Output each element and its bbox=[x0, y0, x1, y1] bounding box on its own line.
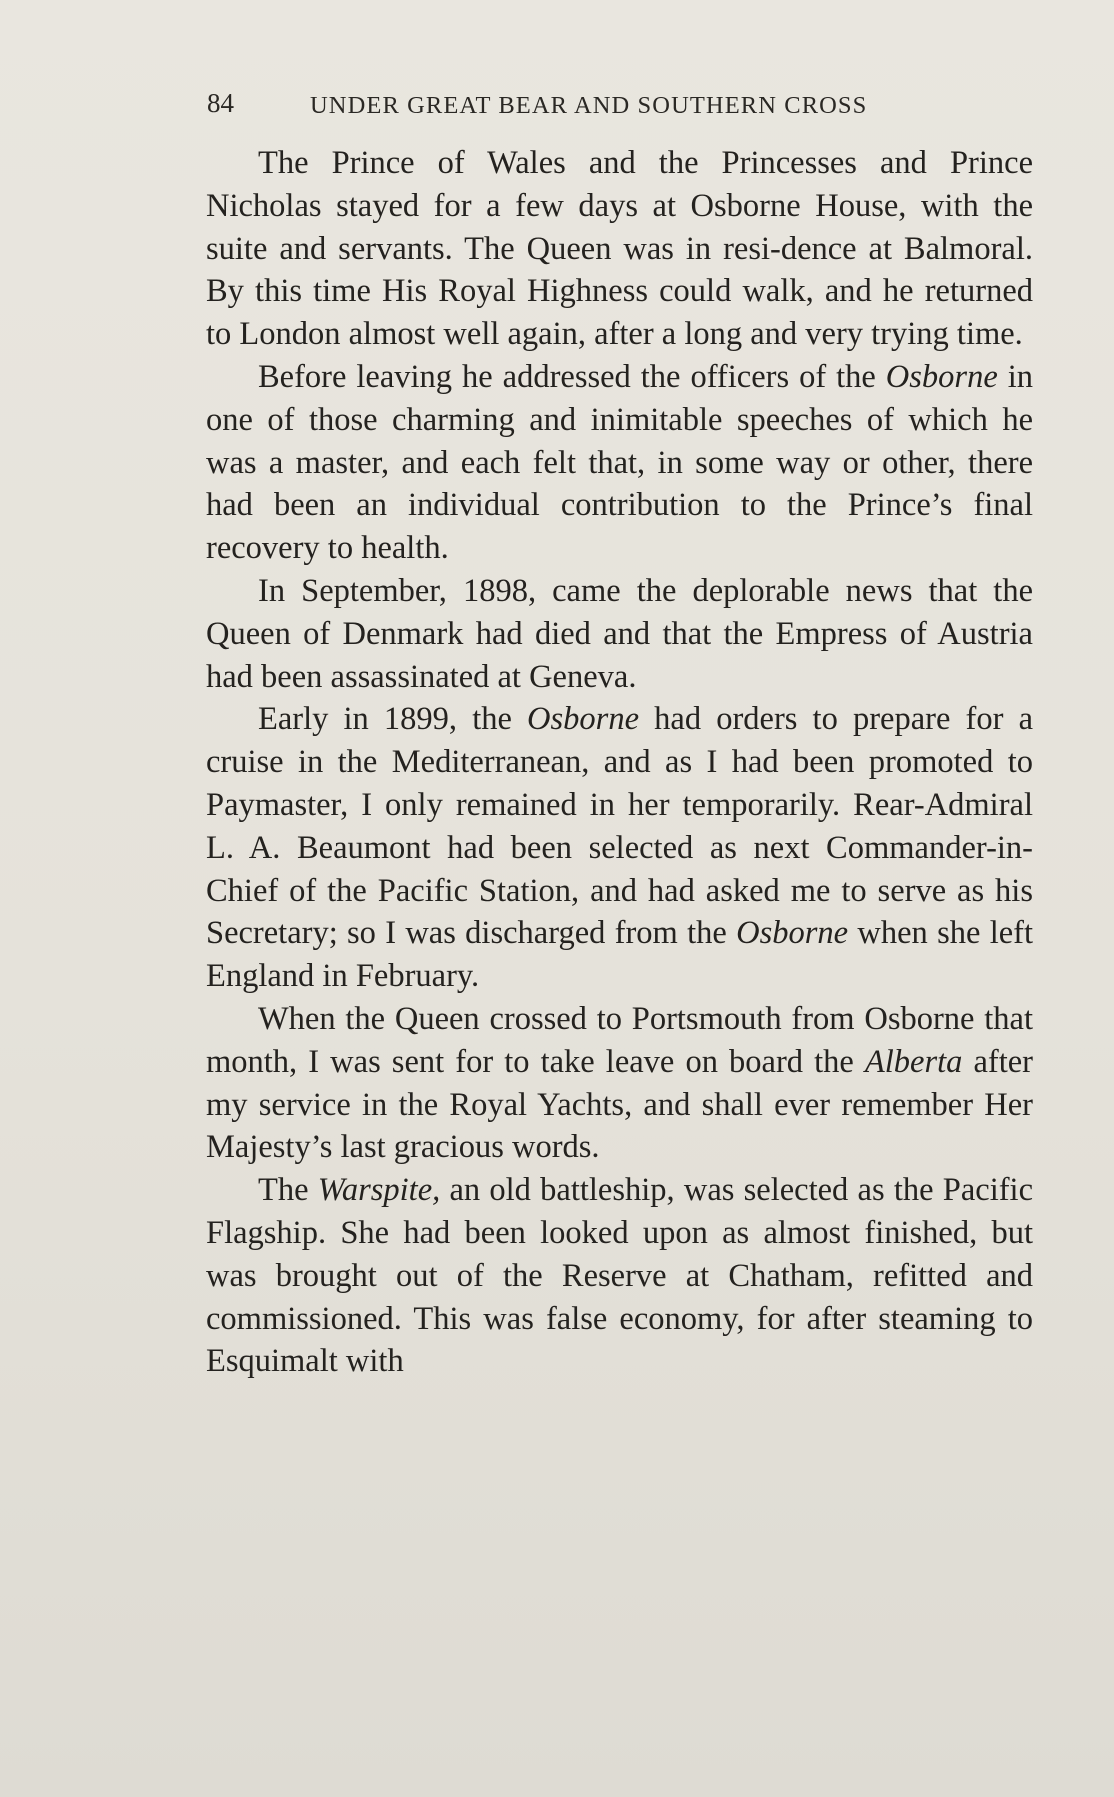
paragraph-prince-of-wales-stay bbox=[206, 142, 1033, 356]
body-text bbox=[206, 142, 1033, 1383]
paragraph-text: In September, 1898, came the deplorable news that the Queen of Denmark had died and that the Empress of Austria had been assassinated at Geneva. bbox=[206, 572, 1033, 695]
ship-name-osborne: Osborne bbox=[885, 358, 998, 395]
paragraph-text: Early in 1899, the bbox=[258, 701, 528, 738]
paragraph-text: when she left England in February. bbox=[206, 915, 1034, 995]
ship-name-warspite: Warspite, bbox=[317, 1172, 441, 1209]
ship-name-osborne: Osborne bbox=[736, 915, 849, 952]
paragraph-early-1899 bbox=[206, 698, 1033, 998]
paragraph-warspite bbox=[206, 1169, 1033, 1383]
paragraph-queen-crossed bbox=[206, 998, 1033, 1169]
page-number: 84 bbox=[207, 88, 234, 118]
paragraph-text: When the Queen crossed to Portsmouth from Osborne that month, I was sent for to take leave on board the bbox=[206, 1000, 1033, 1080]
running-head bbox=[207, 88, 1033, 128]
paragraph-text: after my service in the Royal Yachts, and shall ever remember Her Majesty’s last gracious words. bbox=[206, 1043, 1034, 1166]
paragraph-text: had orders to prepare for a cruise in the Mediterranean, and as I had been promoted to Paymaster, I only remained in her temporarily. Rear-Admiral L. A. Beaumont had been selected as next Commander-in-Chief of the Pacific Station, and had asked me to serve as his Secretary; so I was discharged from the bbox=[206, 701, 1033, 952]
ship-name-alberta: Alberta bbox=[864, 1043, 963, 1080]
paragraph-text: Before leaving he addressed the officers of the bbox=[258, 358, 886, 395]
paragraph-text: The Prince of Wales and the Princesses and Prince Nicholas stayed for a few days at Osborne House, with the suite and servants. The Queen was in resi-dence at Balmoral. By this time His Royal Highness could walk, and he returned to London almost well again, after a long and very trying time. bbox=[206, 145, 1033, 353]
paragraph-text: an old battleship, was selected as the Pacific Flagship. She had been looked upon as almost finished, but was brought out of the Reserve at Chatham, refitted and commissioned. This was false economy, for after steaming to Esquimalt with bbox=[206, 1172, 1034, 1380]
ship-name-osborne: Osborne bbox=[527, 701, 639, 738]
paragraph-september-1898 bbox=[206, 570, 1033, 698]
paragraph-address-to-officers bbox=[206, 356, 1033, 570]
paragraph-text: The bbox=[258, 1172, 318, 1209]
paragraph-text: in one of those charming and inimitable speeches of which he was a master, and each felt that, in some way or other, there had been an individual contribution to the Prince’s final recovery to health. bbox=[206, 358, 1033, 567]
running-title: UNDER GREAT BEAR AND SOUTHERN CROSS bbox=[310, 92, 868, 119]
